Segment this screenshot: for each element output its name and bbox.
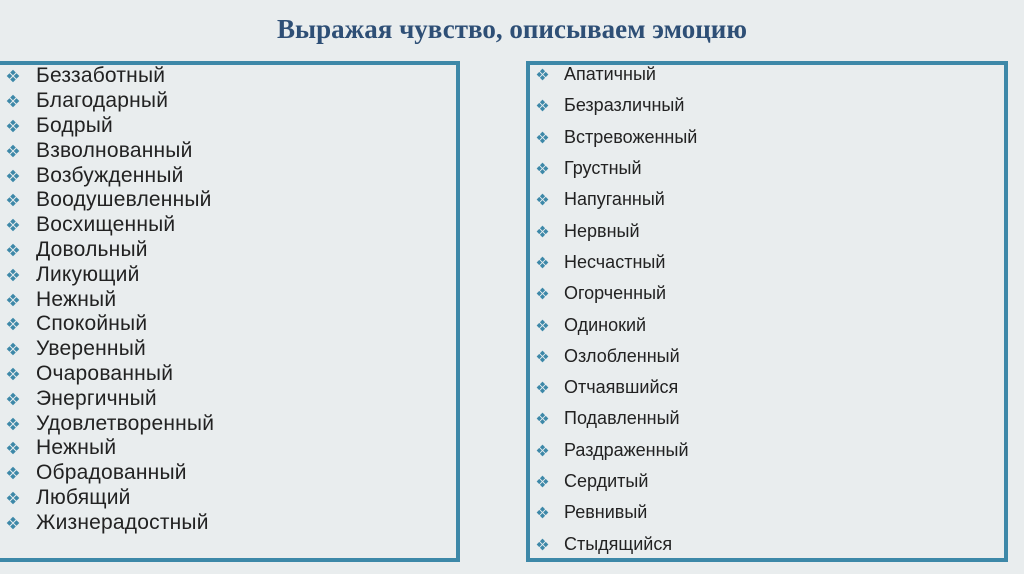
negative-emotion-label: Встревоженный: [564, 126, 698, 147]
negative-emotion-label: Огорченный: [564, 283, 667, 304]
positive-emotion-label: Любящий: [36, 485, 131, 509]
positive-emotion-item: [0, 510, 214, 535]
diamond-bullet-icon: [0, 441, 36, 455]
positive-emotion-item: [0, 486, 214, 511]
negative-emotion-item: [530, 341, 697, 372]
negative-emotion-item: [530, 215, 697, 246]
positive-emotion-label: Уверенный: [36, 337, 146, 361]
diamond-bullet-icon: [0, 69, 36, 83]
positive-emotion-item: [0, 89, 214, 114]
negative-emotion-item: [530, 372, 697, 403]
positive-emotion-label: Обрадованный: [36, 461, 187, 485]
negative-emotion-label: Напуганный: [564, 189, 665, 210]
positive-emotion-label: Жизнерадостный: [36, 510, 209, 534]
positive-emotion-item: [0, 163, 214, 188]
diamond-bullet-icon: [0, 169, 36, 183]
positive-emotion-item: [0, 287, 214, 312]
negative-emotions-list: [530, 59, 697, 560]
diamond-bullet-icon: [530, 256, 564, 269]
negative-emotion-item: [530, 122, 697, 153]
negative-emotion-item: [530, 466, 697, 497]
negative-emotion-label: Ревнивый: [564, 502, 648, 523]
diamond-bullet-icon: [530, 444, 564, 457]
diamond-bullet-icon: [530, 225, 564, 238]
negative-emotion-item: [530, 153, 697, 184]
positive-emotion-item: [0, 436, 214, 461]
diamond-bullet-icon: [530, 99, 564, 112]
negative-emotion-label: Стыдящийся: [564, 533, 673, 554]
positive-emotion-label: Очарованный: [36, 361, 174, 385]
negative-emotion-label: Нервный: [564, 220, 640, 241]
diamond-bullet-icon: [0, 491, 36, 505]
negative-emotion-item: [530, 435, 697, 466]
positive-emotions-list: [0, 64, 214, 535]
positive-emotion-item: [0, 188, 214, 213]
diamond-bullet-icon: [530, 475, 564, 488]
positive-emotion-label: Энергичный: [36, 386, 157, 410]
page-title: Выражая чувство, описываем эмоцию: [277, 14, 747, 44]
positive-emotion-label: Взволнованный: [36, 138, 193, 162]
diamond-bullet-icon: [0, 268, 36, 282]
positive-emotion-item: [0, 461, 214, 486]
diamond-bullet-icon: [0, 193, 36, 207]
positive-emotion-label: Бодрый: [36, 113, 113, 137]
negative-emotion-item: [530, 90, 697, 121]
positive-emotion-label: Беззаботный: [36, 64, 166, 88]
positive-emotion-item: [0, 262, 214, 287]
diamond-bullet-icon: [0, 342, 36, 356]
positive-emotion-label: Нежный: [36, 287, 117, 311]
negative-emotion-label: Грустный: [564, 158, 642, 179]
diamond-bullet-icon: [530, 538, 564, 551]
diamond-bullet-icon: [530, 506, 564, 519]
positive-emotion-item: [0, 114, 214, 139]
diamond-bullet-icon: [0, 119, 36, 133]
diamond-bullet-icon: [0, 243, 36, 257]
negative-emotion-label: Одинокий: [564, 314, 647, 335]
negative-emotion-item: [530, 59, 697, 90]
diamond-bullet-icon: [530, 68, 564, 81]
diamond-bullet-icon: [530, 131, 564, 144]
diamond-bullet-icon: [0, 417, 36, 431]
positive-emotion-label: Спокойный: [36, 312, 148, 336]
positive-emotion-item: [0, 138, 214, 163]
diamond-bullet-icon: [0, 392, 36, 406]
negative-emotion-label: Озлобленный: [564, 345, 680, 366]
diamond-bullet-icon: [0, 144, 36, 158]
negative-emotion-item: [530, 403, 697, 434]
positive-emotion-label: Нежный: [36, 436, 117, 460]
positive-emotion-label: Удовлетворенный: [36, 411, 215, 435]
negative-emotion-item: [530, 497, 697, 528]
diamond-bullet-icon: [0, 466, 36, 480]
diamond-bullet-icon: [0, 516, 36, 530]
positive-emotion-item: [0, 213, 214, 238]
positive-emotion-label: Воодушевленный: [36, 188, 212, 212]
diamond-bullet-icon: [0, 293, 36, 307]
diamond-bullet-icon: [0, 317, 36, 331]
positive-emotion-item: [0, 337, 214, 362]
positive-emotion-item: [0, 362, 214, 387]
positive-emotion-label: Возбужденный: [36, 163, 184, 187]
negative-emotion-item: [530, 247, 697, 278]
positive-emotion-item: [0, 386, 214, 411]
positive-emotion-label: Довольный: [36, 237, 148, 261]
positive-emotion-item: [0, 64, 214, 89]
diamond-bullet-icon: [530, 287, 564, 300]
diamond-bullet-icon: [0, 94, 36, 108]
positive-emotion-label: Благодарный: [36, 89, 169, 113]
diamond-bullet-icon: [530, 162, 564, 175]
negative-emotion-item: [530, 528, 697, 559]
diamond-bullet-icon: [530, 319, 564, 332]
negative-emotion-item: [530, 309, 697, 340]
diamond-bullet-icon: [530, 381, 564, 394]
negative-emotion-label: Несчастный: [564, 251, 666, 272]
negative-emotion-label: Апатичный: [564, 64, 656, 85]
negative-emotion-label: Сердитый: [564, 471, 649, 491]
positive-emotion-item: [0, 312, 214, 337]
negative-emotion-label: Безразличный: [564, 95, 685, 116]
diamond-bullet-icon: [530, 193, 564, 206]
negative-emotion-label: Подавленный: [564, 408, 680, 429]
diamond-bullet-icon: [530, 350, 564, 363]
positive-emotion-label: Ликующий: [36, 262, 140, 286]
positive-emotion-item: [0, 411, 214, 436]
negative-emotion-label: Раздраженный: [564, 439, 689, 460]
diamond-bullet-icon: [0, 367, 36, 381]
diamond-bullet-icon: [530, 412, 564, 425]
positive-emotion-item: [0, 238, 214, 263]
negative-emotion-label: Отчаявшийся: [564, 377, 679, 398]
diamond-bullet-icon: [0, 218, 36, 232]
negative-emotion-item: [530, 278, 697, 309]
positive-emotion-label: Восхищенный: [36, 213, 176, 237]
negative-emotion-item: [530, 184, 697, 215]
